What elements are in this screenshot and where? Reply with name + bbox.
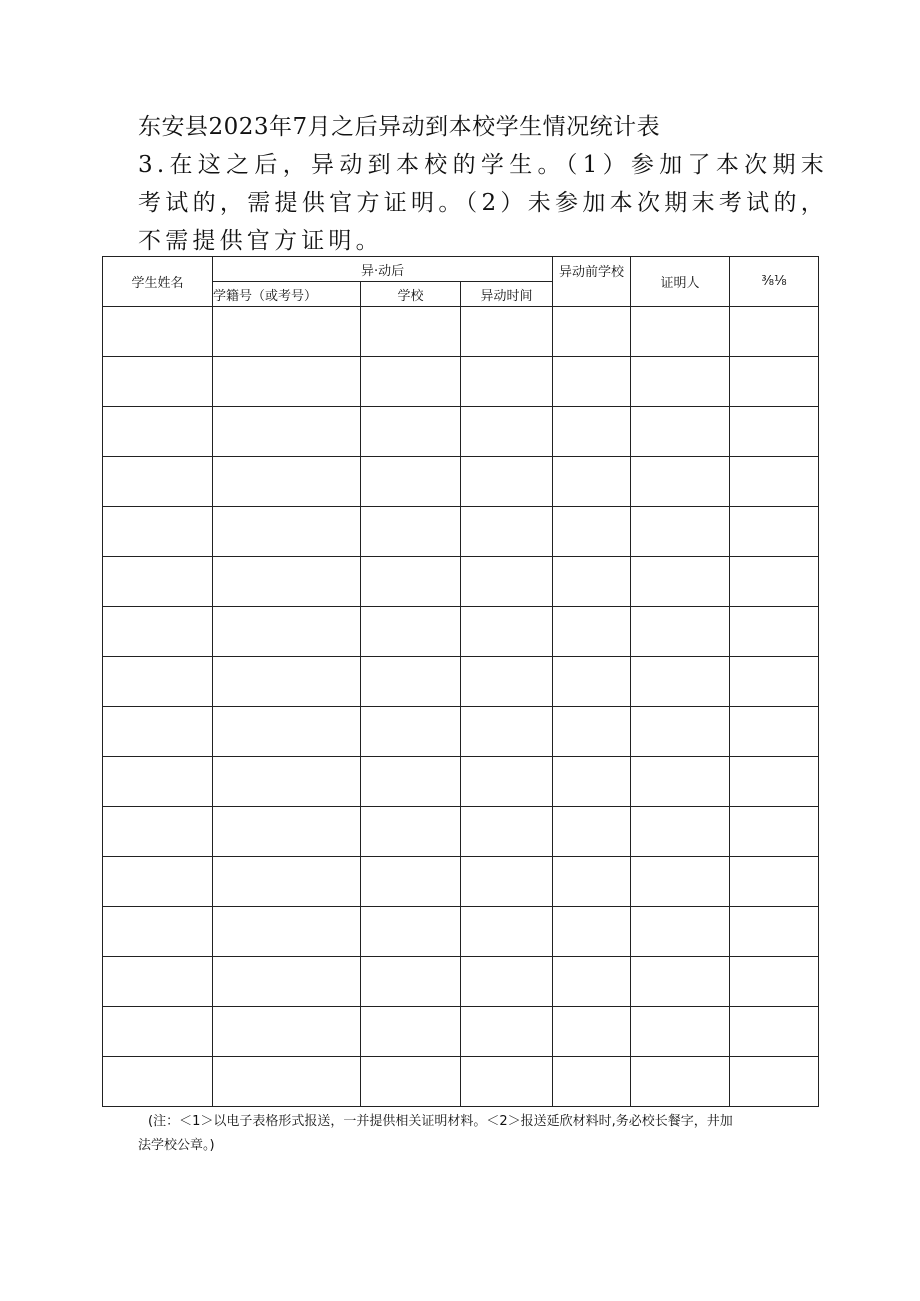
table-cell[interactable] bbox=[631, 357, 730, 407]
table-cell[interactable] bbox=[213, 807, 361, 857]
table-cell[interactable] bbox=[213, 357, 361, 407]
table-cell[interactable] bbox=[553, 957, 631, 1007]
table-cell[interactable] bbox=[553, 907, 631, 957]
table-cell[interactable] bbox=[553, 1007, 631, 1057]
table-cell[interactable] bbox=[103, 507, 213, 557]
table-cell[interactable] bbox=[461, 907, 553, 957]
table-cell[interactable] bbox=[553, 707, 631, 757]
table-cell[interactable] bbox=[213, 507, 361, 557]
table-cell[interactable] bbox=[103, 907, 213, 957]
table-cell[interactable] bbox=[730, 807, 819, 857]
table-cell[interactable] bbox=[361, 757, 461, 807]
table-row bbox=[103, 457, 819, 507]
table-cell[interactable] bbox=[461, 307, 553, 357]
table-cell[interactable] bbox=[213, 607, 361, 657]
table-cell[interactable] bbox=[103, 757, 213, 807]
table-cell[interactable] bbox=[103, 1007, 213, 1057]
table-row bbox=[103, 357, 819, 407]
table-cell[interactable] bbox=[361, 907, 461, 957]
table-cell[interactable] bbox=[730, 457, 819, 507]
header-witness: 证明人 bbox=[631, 257, 730, 307]
table-cell[interactable] bbox=[213, 957, 361, 1007]
table-cell[interactable] bbox=[730, 957, 819, 1007]
table-cell[interactable] bbox=[631, 857, 730, 907]
table-cell[interactable] bbox=[631, 907, 730, 957]
table-body bbox=[103, 307, 819, 1107]
table-row bbox=[103, 857, 819, 907]
header-prev-school: 异动前学校 bbox=[553, 257, 631, 307]
header-row-1 bbox=[103, 257, 819, 282]
table-row bbox=[103, 757, 819, 807]
table-cell[interactable] bbox=[631, 707, 730, 757]
footnote-line-1: (注：＜1＞以电子表格形式报送，一并提供相关证明材料。＜2＞报送延欣材料时,务必校长餐字，井加 bbox=[148, 1114, 733, 1129]
header-student-name: 学生姓名 bbox=[103, 257, 213, 307]
table-cell[interactable] bbox=[461, 407, 553, 457]
table-cell[interactable] bbox=[631, 657, 730, 707]
table-cell[interactable] bbox=[631, 307, 730, 357]
table-cell[interactable] bbox=[361, 1057, 461, 1107]
table-cell[interactable] bbox=[213, 1057, 361, 1107]
table-cell[interactable] bbox=[631, 1007, 730, 1057]
table-row bbox=[103, 1057, 819, 1107]
table-row bbox=[103, 907, 819, 957]
table-cell[interactable] bbox=[361, 407, 461, 457]
table-cell[interactable] bbox=[631, 557, 730, 607]
table-cell[interactable] bbox=[361, 657, 461, 707]
table-cell[interactable] bbox=[631, 407, 730, 457]
footnote-line-2: 法学校公章。) bbox=[138, 1138, 215, 1153]
table-cell[interactable] bbox=[553, 357, 631, 407]
table-row bbox=[103, 307, 819, 357]
header-last-col: ⅜⅛ bbox=[730, 257, 819, 307]
table-row bbox=[103, 557, 819, 607]
table-cell[interactable] bbox=[213, 857, 361, 907]
table-cell[interactable] bbox=[553, 807, 631, 857]
table-cell[interactable] bbox=[103, 707, 213, 757]
header-transfer-time: 异动时间 bbox=[461, 282, 553, 307]
table-cell[interactable] bbox=[213, 657, 361, 707]
table-cell[interactable] bbox=[730, 507, 819, 557]
table-cell[interactable] bbox=[103, 657, 213, 707]
table-cell[interactable] bbox=[631, 607, 730, 657]
table-cell[interactable] bbox=[631, 1057, 730, 1107]
table-cell[interactable] bbox=[361, 957, 461, 1007]
table-cell[interactable] bbox=[631, 457, 730, 507]
table-cell[interactable] bbox=[461, 657, 553, 707]
table-cell[interactable] bbox=[730, 307, 819, 357]
table-row bbox=[103, 707, 819, 757]
footnote bbox=[138, 1110, 820, 1158]
table-cell[interactable] bbox=[461, 507, 553, 557]
table-cell[interactable] bbox=[461, 457, 553, 507]
table-cell[interactable] bbox=[103, 357, 213, 407]
table-cell[interactable] bbox=[103, 457, 213, 507]
table-cell[interactable] bbox=[553, 607, 631, 657]
table-cell[interactable] bbox=[730, 557, 819, 607]
table-cell[interactable] bbox=[213, 407, 361, 457]
table-cell[interactable] bbox=[730, 857, 819, 907]
table-cell[interactable] bbox=[553, 557, 631, 607]
table-cell[interactable] bbox=[553, 657, 631, 707]
table-cell[interactable] bbox=[461, 1007, 553, 1057]
table-cell[interactable] bbox=[631, 957, 730, 1007]
table-row bbox=[103, 407, 819, 457]
table-cell[interactable] bbox=[103, 807, 213, 857]
table-cell[interactable] bbox=[553, 757, 631, 807]
table-row bbox=[103, 1007, 819, 1057]
table-cell[interactable] bbox=[361, 357, 461, 407]
table-cell[interactable] bbox=[730, 1007, 819, 1057]
header-after-transfer: 异·动后 bbox=[213, 257, 553, 282]
table-cell[interactable] bbox=[730, 707, 819, 757]
table-cell[interactable] bbox=[213, 1007, 361, 1057]
table-cell[interactable] bbox=[213, 307, 361, 357]
document-title: 东安县2023年7月之后异动到本校学生情况统计表 bbox=[138, 114, 661, 140]
table-cell[interactable] bbox=[553, 457, 631, 507]
table-cell[interactable] bbox=[103, 307, 213, 357]
table-row bbox=[103, 807, 819, 857]
table-cell[interactable] bbox=[461, 957, 553, 1007]
table-cell[interactable] bbox=[730, 357, 819, 407]
table-cell[interactable] bbox=[461, 807, 553, 857]
statistics-table bbox=[102, 256, 819, 1107]
table-row bbox=[103, 507, 819, 557]
table-cell[interactable] bbox=[213, 707, 361, 757]
table-cell[interactable] bbox=[730, 407, 819, 457]
table-row bbox=[103, 607, 819, 657]
table-cell[interactable] bbox=[461, 757, 553, 807]
table-cell[interactable] bbox=[103, 607, 213, 657]
table-cell[interactable] bbox=[213, 457, 361, 507]
table-cell[interactable] bbox=[461, 857, 553, 907]
intro-paragraph: 3.在这之后，异动到本校的学生。（1）参加了本次期末考试的，需提供官方证明。（2）未参加本次期末考试的，不需提供官方证明。 bbox=[138, 152, 828, 254]
table-cell[interactable] bbox=[103, 1057, 213, 1107]
header-student-id: 学籍号（或考号） bbox=[213, 282, 361, 307]
table-cell[interactable] bbox=[730, 657, 819, 707]
table-cell[interactable] bbox=[553, 1057, 631, 1107]
table-cell[interactable] bbox=[213, 557, 361, 607]
table-cell[interactable] bbox=[553, 407, 631, 457]
table-cell[interactable] bbox=[361, 607, 461, 657]
table-cell[interactable] bbox=[361, 557, 461, 607]
table-cell[interactable] bbox=[103, 957, 213, 1007]
table-cell[interactable] bbox=[103, 857, 213, 907]
table-cell[interactable] bbox=[103, 557, 213, 607]
table-cell[interactable] bbox=[553, 307, 631, 357]
table-cell[interactable] bbox=[361, 307, 461, 357]
table-cell[interactable] bbox=[730, 907, 819, 957]
table-cell[interactable] bbox=[730, 1057, 819, 1107]
table-cell[interactable] bbox=[461, 707, 553, 757]
table-cell[interactable] bbox=[461, 607, 553, 657]
header-school: 学校 bbox=[361, 282, 461, 307]
table-cell[interactable] bbox=[553, 857, 631, 907]
table-cell[interactable] bbox=[361, 507, 461, 557]
table-cell[interactable] bbox=[361, 457, 461, 507]
table-cell[interactable] bbox=[631, 757, 730, 807]
table-cell[interactable] bbox=[213, 757, 361, 807]
table-cell[interactable] bbox=[461, 1057, 553, 1107]
table-cell[interactable] bbox=[213, 907, 361, 957]
table-row bbox=[103, 657, 819, 707]
table-cell[interactable] bbox=[361, 807, 461, 857]
table-cell[interactable] bbox=[461, 557, 553, 607]
table-cell[interactable] bbox=[361, 857, 461, 907]
table-cell[interactable] bbox=[730, 757, 819, 807]
table-cell[interactable] bbox=[103, 407, 213, 457]
table-cell[interactable] bbox=[361, 707, 461, 757]
table-cell[interactable] bbox=[730, 607, 819, 657]
table-cell[interactable] bbox=[361, 1007, 461, 1057]
table-cell[interactable] bbox=[461, 357, 553, 407]
table-cell[interactable] bbox=[553, 507, 631, 557]
table-cell[interactable] bbox=[631, 807, 730, 857]
table-cell[interactable] bbox=[631, 507, 730, 557]
table-row bbox=[103, 957, 819, 1007]
